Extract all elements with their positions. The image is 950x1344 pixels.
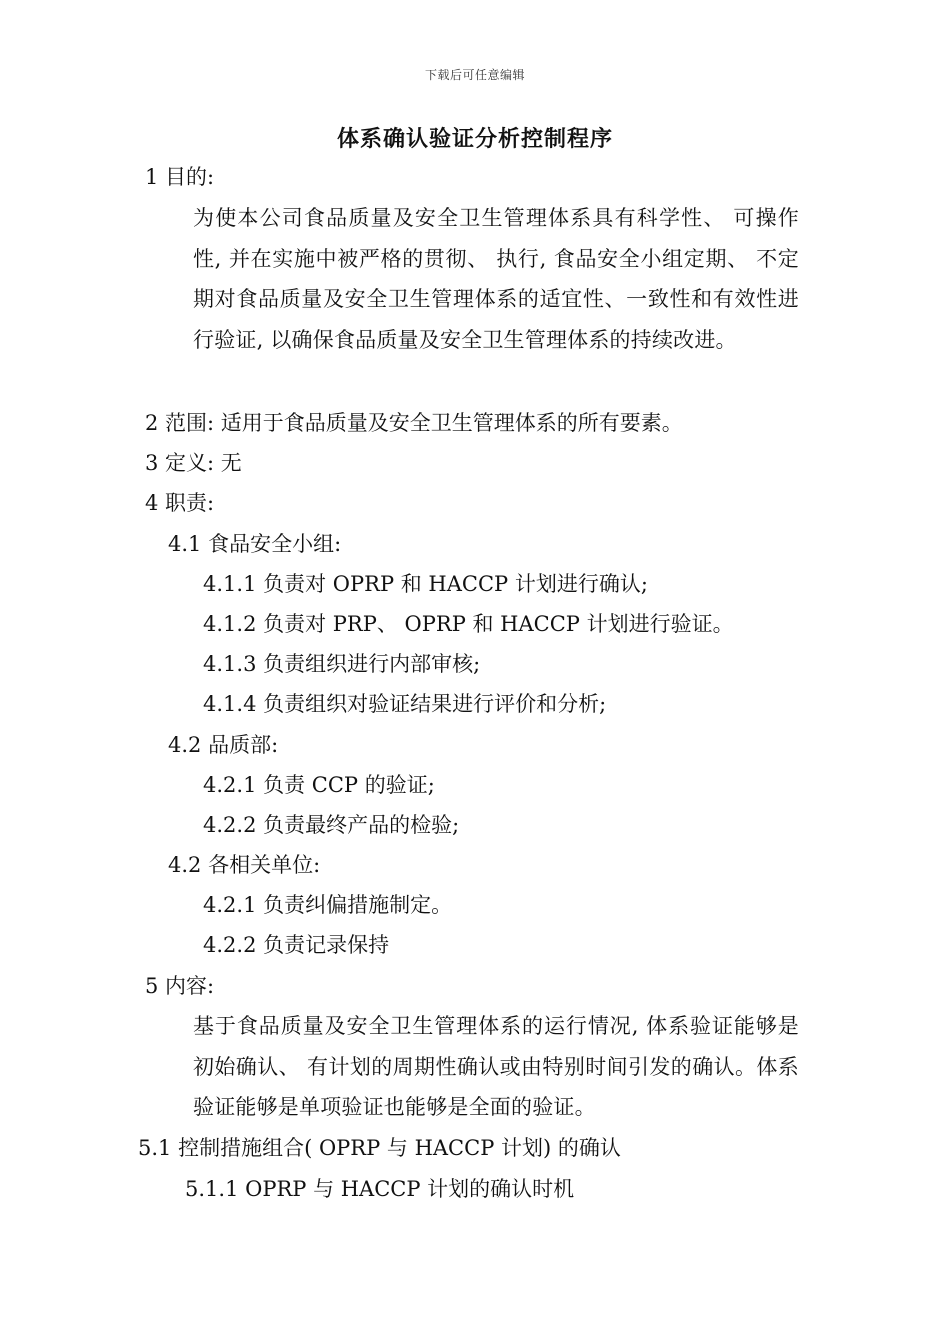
section-5-heading: 5 内容: [145, 974, 215, 998]
section-4-2-heading: 4.2 品质部: [168, 733, 279, 757]
page-header-note: 下载后可任意编辑 [424, 68, 525, 82]
section-4-1-3: 4.1.3 负责组织进行内部审核; [203, 652, 481, 676]
section-4-1-heading: 4.1 食品安全小组: [168, 532, 342, 556]
section-4-heading: 4 职责: [145, 491, 215, 515]
section-4-3-1: 4.2.1 负责纠偏措施制定。 [203, 893, 453, 917]
section-4-3-heading: 4.2 各相关单位: [168, 853, 321, 877]
section-4-1-1: 4.1.1 负责对 OPRP 和 HACCP 计划进行确认; [203, 572, 648, 596]
section-5-1-heading: 5.1 控制措施组合( OPRP 与 HACCP 计划) 的确认 [138, 1136, 621, 1160]
section-4-1-2: 4.1.2 负责对 PRP、 OPRP 和 HACCP 计划进行验证。 [203, 612, 734, 636]
section-1-body: 为使本公司食品质量及安全卫生管理体系具有科学性、 可操作性, 并在实施中被严格的贯彻、 执行, 食品安全小组定期、 不定期对食品质量及安全卫生管理体系的适宜性、一致性和有效性进行验证, 以确保食品质量及安全卫生管理体系的持续改进。 [193, 206, 799, 352]
section-2-scope: 2 范围: 适用于食品质量及安全卫生管理体系的所有要素。 [145, 411, 683, 435]
section-4-3-2: 4.2.2 负责记录保持 [203, 933, 390, 957]
section-4-2-2: 4.2.2 负责最终产品的检验; [203, 813, 460, 837]
section-4-2-1: 4.2.1 负责 CCP 的验证; [203, 773, 435, 797]
section-1-heading: 1 目的: [145, 165, 215, 189]
section-5-body: 基于食品质量及安全卫生管理体系的运行情况, 体系验证能够是初始确认、 有计划的周期性确认或由特别时间引发的确认。体系验证能够是单项验证也能够是全面的验证。 [193, 1014, 799, 1119]
section-3-definition: 3 定义: 无 [145, 451, 242, 475]
section-4-1-4: 4.1.4 负责组织对验证结果进行评价和分析; [203, 692, 607, 716]
document-title: 体系确认验证分析控制程序 [336, 127, 613, 152]
section-5-1-1-heading: 5.1.1 OPRP 与 HACCP 计划的确认时机 [185, 1177, 575, 1201]
